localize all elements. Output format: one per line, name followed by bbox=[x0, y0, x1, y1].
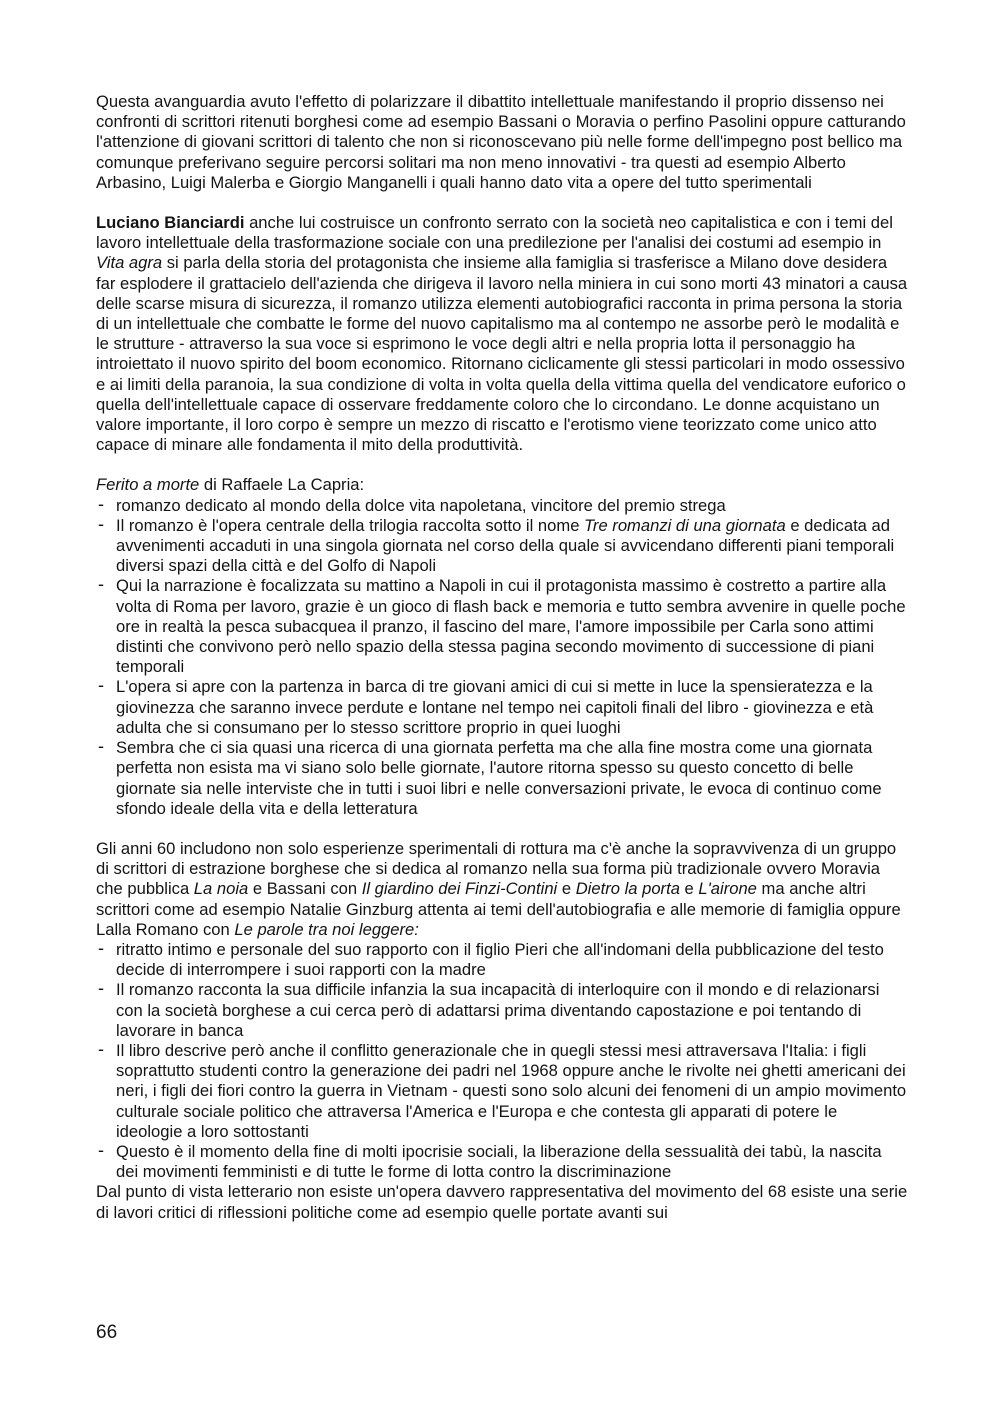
book-title: Ferito a morte bbox=[96, 475, 200, 495]
page-number: 66 bbox=[96, 1322, 118, 1343]
paragraph-avanguardia: Questa avanguardia avuto l'effetto di polarizzare il dibattito intellettuale manifestando il proprio dissenso nei confronti di scrittori ritenuti borghesi come ad esempio Bassani o Moravia o perfino Pasolini oppure catturando l'attenzione di giovani scrittori di talento che non si riconoscevano più nelle forme dell'impegno post bellico ma comunque preferivano seguire percorsi solitari ma non meno innovativi - tra questi ad esempio Alberto Arbasino, Luigi Malerba e Giorgio Manganelli i quali hanno dato vita a opere del tutto sperimentali bbox=[96, 92, 906, 192]
ferito-list bbox=[96, 496, 908, 819]
book-title: La noia bbox=[193, 879, 249, 899]
text-run: Il romanzo è l'opera centrale della trilogia raccolta sotto il nome bbox=[116, 515, 585, 535]
text-run: di Raffaele La Capria: bbox=[199, 475, 365, 495]
text-run: si parla della storia del protagonista che insieme alla famiglia si trasferisce a Milano dove desidera far esplodere il grattacielo dell'azienda che dirigeva il lavoro nella miniera in cui sono morti 43 minatori a causa delle scarse misura di sicurezza, il romanzo utilizza elementi autobiografici racconta in prima persona la storia di un intellettuale che combatte le forme del nuovo capitalismo ma al contempo ne assorbe però le modalità e le strutture - attraverso la sua voce si esprimono le voce degli altri e nella propria lotta il personaggio ha introiettato il nuovo spirito del boom economico. Ritornano ciclicamente gli stessi particolari in modo ossessivo e ai limiti della paranoia, la sua condizione di volta in volta quella della vittima quella del vendicatore euforico o quella dell'intellettuale capace di osservare freddamente coloro che lo circondano. Le donne acquistano un valore importante, il loro corpo è sempre un mezzo di riscatto e l'erotismo viene teorizzato come unico atto capace di minare alle fondamenta il mito della produttività. bbox=[96, 253, 908, 455]
paragraph-gap bbox=[96, 455, 908, 475]
book-title: Vita agra bbox=[96, 253, 163, 273]
text-run: e bbox=[679, 879, 699, 899]
text-run: e Bassani con bbox=[248, 879, 362, 899]
text-run: anche lui costruisce un confronto serrato con la società neo capitalistica e con i temi del lavoro intellettuale della trasformazione sociale con una predilezione per l'analisi dei costumi ad esempio in bbox=[96, 213, 893, 253]
paragraph-bianciardi bbox=[96, 213, 908, 455]
list-item: - Il libro descrive però anche il conflitto generazionale che in quegli stessi mesi attraversava l'Italia: i figli soprattutto studenti contro la generazione dei padri nel 1968 oppure anche le rivolte nei ghetti americani dei neri, i figli dei fiori contro la guerra in Vietnam - questi sono solo alcuni dei fenomeni di un ampio movimento culturale sociale politico che attraversa l'America e l'Europa e che contesta gli apparati di potere le ideologie a loro sottostanti bbox=[96, 1041, 908, 1142]
paragraph-gap bbox=[96, 193, 908, 213]
book-title: Tre romanzi di una giornata bbox=[584, 515, 786, 535]
text-run: e dedicata ad avvenimenti accaduti in una singola giornata nel corso della quale si avvicendano differenti piani temporali diversi spazi della città e del Golfo di Napoli bbox=[116, 515, 895, 576]
list-item: - Il romanzo racconta la sua difficile infanzia la sua incapacità di interloquire con il mondo e di relazionarsi con la società borghese a cui cerca però di adattarsi prima diventando capostazione e poi tentando di lavorare in banca bbox=[96, 980, 908, 1041]
book-title: Le parole tra noi leggere: bbox=[234, 919, 419, 939]
text-run: e bbox=[557, 879, 576, 899]
list-item: - L'opera si apre con la partenza in barca di tre giovani amici di cui si mette in luce la spensieratezza e la giovinezza che saranno invece perdute e lontane nel tempo nei capitoli finali del libro - giovinezza e età adulta che si consumano per lo stesso scrittore proprio in quei luoghi bbox=[96, 677, 908, 738]
book-title: Dietro la porta bbox=[575, 879, 680, 899]
list-item: - Questo è il momento della fine di molti ipocrisie sociali, la liberazione della sessualità dei tabù, la nascita dei movimenti femministi e di tutte le forme di lotta contro la discriminazione bbox=[96, 1142, 908, 1182]
paragraph-gap bbox=[96, 819, 908, 839]
page-body bbox=[96, 92, 908, 1223]
book-title: L'airone bbox=[698, 879, 757, 899]
paragraph-68: Dal punto di vista letterario non esiste un'opera davvero rappresentativa del movimento del 68 esiste una serie di lavori critici di riflessioni politiche come ad esempio quelle portate avanti sui bbox=[96, 1182, 908, 1222]
ferito-heading bbox=[96, 475, 908, 495]
text-run: ma anche altri scrittori come ad esempio Natalie Ginzburg attenta ai temi dell'autobiografia e alle memorie di famiglia oppure Lalla Romano con bbox=[96, 879, 901, 939]
text-run: Gli anni 60 includono non solo esperienze sperimentali di rottura ma c'è anche la sopravvivenza di un gruppo di scrittori di estrazione borghese che si dedica al romanzo nella sua forma più tradizionale ovvero Moravia che pubblica bbox=[96, 838, 897, 899]
list-item bbox=[96, 516, 908, 577]
author-name: Luciano Bianciardi bbox=[96, 213, 245, 233]
list-item: - ritratto intimo e personale del suo rapporto con il figlio Pieri che all'indomani della pubblicazione del testo decide di interrompere i suoi rapporti con la madre bbox=[96, 940, 908, 980]
romano-list bbox=[96, 940, 908, 1182]
list-item: - romanzo dedicato al mondo della dolce vita napoletana, vincitore del premio strega bbox=[96, 496, 908, 516]
book-title: Il giardino dei Finzi-Contini bbox=[361, 879, 558, 899]
paragraph-anni-60 bbox=[96, 839, 908, 940]
list-item: - Sembra che ci sia quasi una ricerca di una giornata perfetta ma che alla fine mostra come una giornata perfetta non esista ma vi siano solo belle giornate, l'autore ritorna spesso su questo concetto di belle giornate sia nelle interviste che in tutti i suoi libri e nelle conversazioni private, le evoca di continuo come sfondo ideale della vita e della letteratura bbox=[96, 738, 908, 819]
list-item: - Qui la narrazione è focalizzata su mattino a Napoli in cui il protagonista massimo è costretto a partire alla volta di Roma per lavoro, grazie è un gioco di flash back e memoria e tutto sembra avvenire in quelle poche ore in realtà la pesca subacquea il pranzo, il fascino del mare, l'amore impossibile per Carla sono attimi distinti che convivono però nello spazio della stessa pagina secondo movimento di successione di piani temporali bbox=[96, 576, 908, 677]
